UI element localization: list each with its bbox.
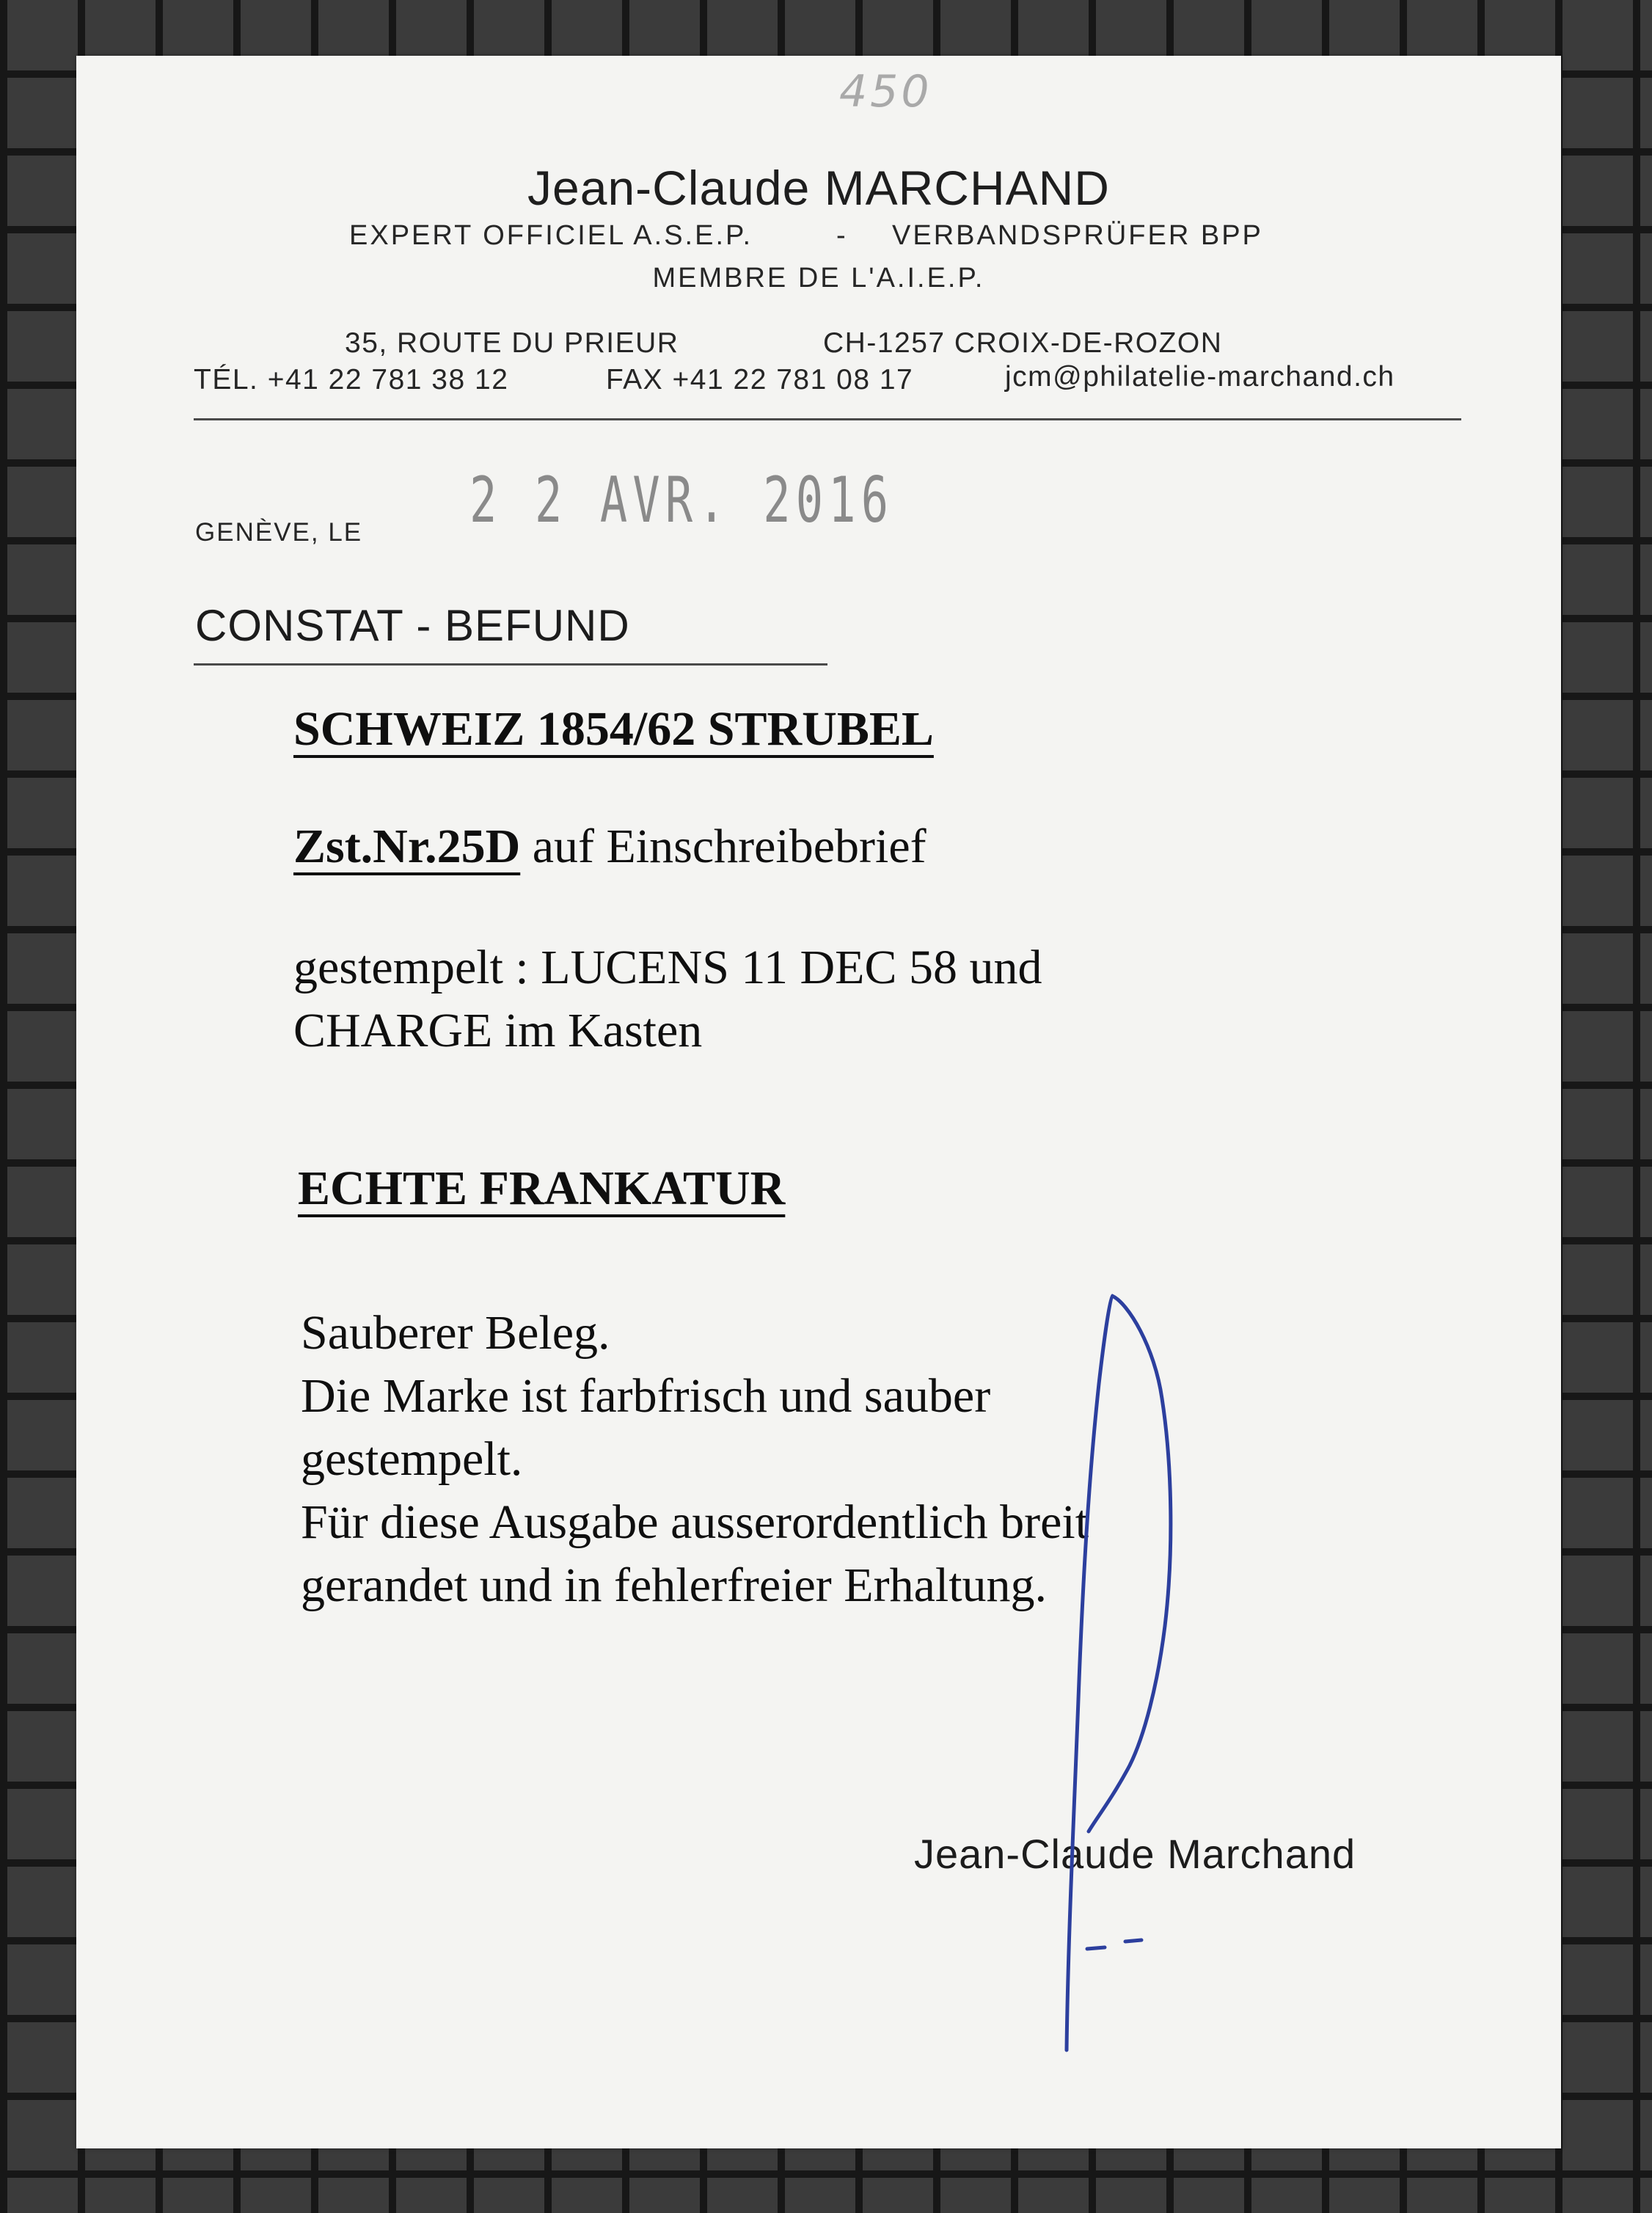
postmark-line: CHARGE im Kasten	[293, 1004, 703, 1057]
expert-title-right: VERBANDSPRÜFER BPP	[892, 220, 1263, 251]
fax-number: FAX +41 22 781 08 17	[606, 364, 914, 395]
phone-number: TÉL. +41 22 781 38 12	[194, 364, 509, 395]
membership-line: MEMBRE DE L'A.I.E.P.	[652, 263, 985, 294]
postmark-line: gestempelt : LUCENS 11 DEC 58 und	[293, 941, 1042, 994]
street-address: 35, ROUTE DU PRIEUR	[345, 327, 679, 359]
catalog-line	[293, 819, 926, 875]
header-divider	[194, 418, 1461, 420]
pencil-note: 450	[839, 66, 932, 117]
place-label: GENÈVE, LE	[195, 518, 363, 547]
catalog-number: Zst.Nr.25D	[293, 820, 521, 873]
description-line: Für diese Ausgabe ausserordentlich breit	[301, 1495, 1089, 1549]
description-line: gestempelt.	[301, 1432, 523, 1486]
email-address: jcm@philatelie-marchand.ch	[1005, 361, 1395, 393]
description-line: Die Marke ist farbfrisch und sauber	[301, 1369, 991, 1423]
description-line: Sauberer Beleg.	[301, 1306, 610, 1360]
certificate-heading: SCHWEIZ 1854/62 STRUBEL	[293, 702, 934, 756]
expert-title-separator: -	[836, 220, 848, 251]
expert-name: Jean-Claude MARCHAND	[527, 161, 1110, 215]
certificate-card	[76, 56, 1561, 2148]
section-title: CONSTAT - BEFUND	[195, 601, 630, 650]
date-stamp: 2 2 AVR. 2016	[469, 464, 894, 537]
verdict: ECHTE FRANKATUR	[298, 1162, 786, 1215]
catalog-description: auf Einschreibebrief	[532, 820, 926, 873]
expert-title-left: EXPERT OFFICIEL A.S.E.P.	[349, 220, 753, 251]
description-line: gerandet und in fehlerfreier Erhaltung.	[301, 1558, 1048, 1612]
signature-name: Jean-Claude Marchand	[914, 1831, 1356, 1877]
city-address: CH-1257 CROIX-DE-ROZON	[823, 327, 1223, 359]
section-title-underline	[194, 663, 827, 666]
